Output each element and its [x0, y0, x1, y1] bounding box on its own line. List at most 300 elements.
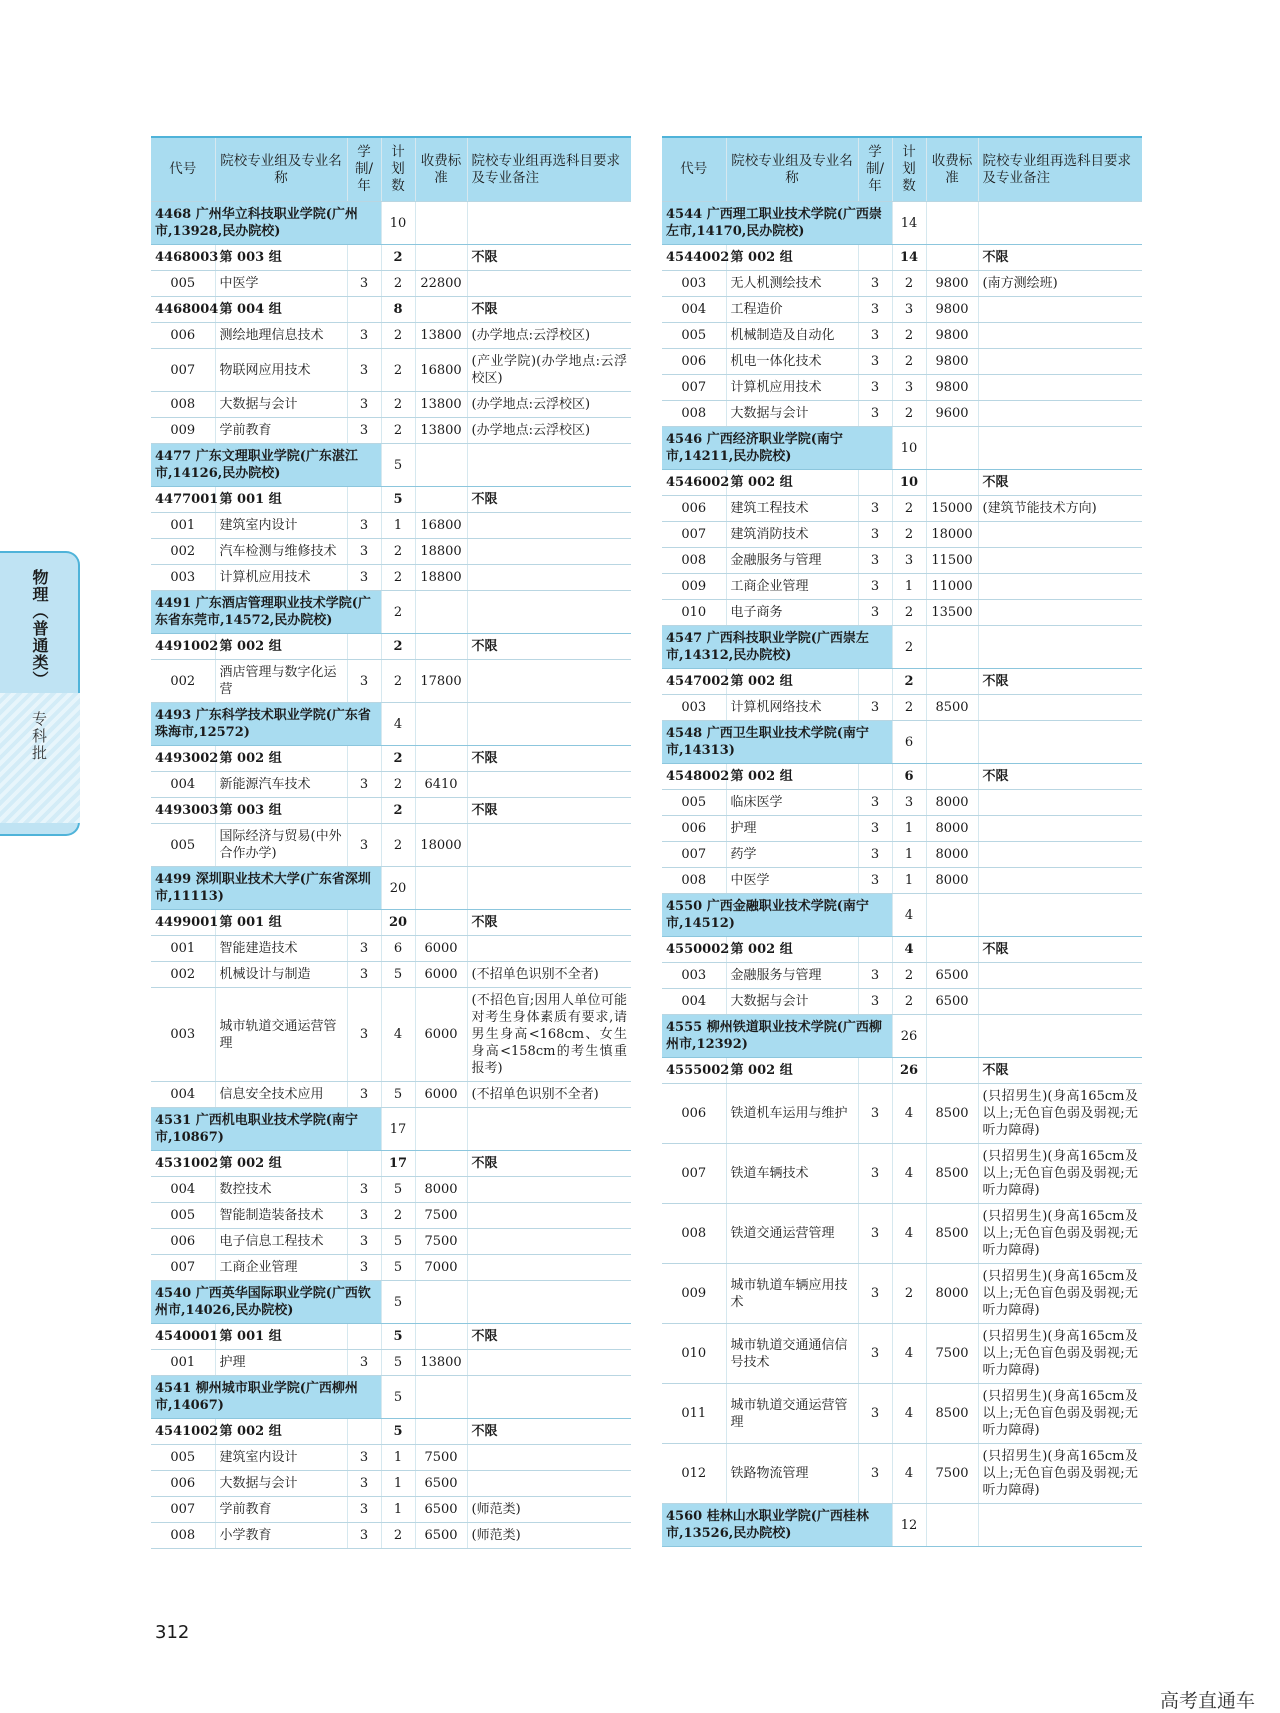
major-code: 007: [662, 842, 726, 868]
major-row: [151, 513, 631, 539]
major-length: 3: [347, 1229, 381, 1255]
major-length: 3: [858, 1444, 892, 1504]
major-name: 护理: [215, 1350, 347, 1376]
major-length: 3: [347, 513, 381, 539]
major-row: [151, 1177, 631, 1203]
major-length: 3: [347, 1445, 381, 1471]
major-fee: 9800: [926, 323, 978, 349]
major-name: 智能建造技术: [215, 936, 347, 962]
major-name: 中医学: [726, 868, 858, 894]
major-code: 004: [151, 1177, 215, 1203]
fee-cell: [415, 703, 467, 746]
right-table-body: [662, 202, 1142, 1547]
school-plan: 20: [381, 867, 415, 910]
major-length: 3: [347, 1255, 381, 1281]
fee-cell: [415, 591, 467, 634]
group-code: 4555002: [662, 1058, 726, 1084]
major-fee: 8000: [415, 1177, 467, 1203]
group-name: 第 003 组: [215, 245, 347, 271]
group-row: [151, 746, 631, 772]
major-code: 006: [151, 323, 215, 349]
major-code: 008: [151, 1523, 215, 1549]
group-code: 4531002: [151, 1151, 215, 1177]
header-note: 院校专业组再选科目要求及专业备注: [978, 137, 1142, 202]
school-plan: 5: [381, 1376, 415, 1419]
major-length: 3: [347, 1203, 381, 1229]
school-plan: 4: [892, 894, 926, 937]
major-plan: 2: [892, 695, 926, 721]
major-name: 机械设计与制造: [215, 962, 347, 988]
note-cell: [467, 202, 631, 245]
major-plan: 4: [892, 1084, 926, 1144]
major-row: [151, 1471, 631, 1497]
major-name: 计算机应用技术: [215, 565, 347, 591]
school-name: 4540 广西英华国际职业学院(广西钦州市,14026,民办院校): [151, 1281, 381, 1324]
group-row: [151, 1151, 631, 1177]
major-note: (不招色盲;因用人单位可能对考生身体素质有要求,请男生身高<168cm、女生身高<158cm的考生慎重报考): [467, 988, 631, 1082]
major-fee: 13500: [926, 600, 978, 626]
group-name: 第 002 组: [726, 764, 858, 790]
major-length: 3: [858, 842, 892, 868]
group-plan: 5: [381, 1324, 415, 1350]
major-note: [978, 816, 1142, 842]
major-code: 008: [662, 548, 726, 574]
group-plan: 2: [892, 669, 926, 695]
note-cell: [467, 1376, 631, 1419]
major-code: 001: [151, 1350, 215, 1376]
major-code: 005: [662, 323, 726, 349]
major-plan: 5: [381, 1177, 415, 1203]
group-name: 第 002 组: [726, 245, 858, 271]
school-plan: 5: [381, 1281, 415, 1324]
school-plan: 14: [892, 202, 926, 245]
length-cell: [347, 487, 381, 513]
fee-cell: [415, 1151, 467, 1177]
major-fee: 8000: [926, 1264, 978, 1324]
school-name: 4546 广西经济职业学院(南宁市,14211,民办院校): [662, 427, 892, 470]
major-plan: 1: [892, 842, 926, 868]
school-row: [662, 721, 1142, 764]
school-plan: 2: [381, 591, 415, 634]
major-code: 007: [662, 1144, 726, 1204]
major-fee: 9800: [926, 271, 978, 297]
major-length: 3: [858, 1264, 892, 1324]
major-name: 机电一体化技术: [726, 349, 858, 375]
fee-cell: [926, 937, 978, 963]
major-fee: 9800: [926, 349, 978, 375]
major-plan: 2: [381, 271, 415, 297]
major-row: [151, 323, 631, 349]
major-plan: 3: [892, 297, 926, 323]
fee-cell: [926, 894, 978, 937]
major-code: 001: [151, 513, 215, 539]
major-note: (办学地点:云浮校区): [467, 418, 631, 444]
fee-cell: [415, 634, 467, 660]
school-name: 4477 广东文理职业学院(广东湛江市,14126,民办院校): [151, 444, 381, 487]
group-code: 4547002: [662, 669, 726, 695]
major-length: 3: [347, 1471, 381, 1497]
right-table: [662, 136, 1142, 1547]
major-name: 药学: [726, 842, 858, 868]
fee-cell: [415, 1376, 467, 1419]
group-code: 4550002: [662, 937, 726, 963]
major-code: 001: [151, 936, 215, 962]
school-name: 4468 广州华立科技职业学院(广州市,13928,民办院校): [151, 202, 381, 245]
length-cell: [858, 245, 892, 271]
major-plan: 2: [892, 600, 926, 626]
major-fee: 17800: [415, 660, 467, 703]
major-row: [662, 323, 1142, 349]
major-note: [467, 1445, 631, 1471]
major-length: 3: [347, 1177, 381, 1203]
major-row: [151, 271, 631, 297]
major-length: 3: [858, 816, 892, 842]
major-plan: 4: [381, 988, 415, 1082]
note-cell: [978, 202, 1142, 245]
major-plan: 2: [892, 349, 926, 375]
major-note: [978, 600, 1142, 626]
major-note: (只招男生)(身高165cm及以上;无色盲色弱及弱视;无听力障碍): [978, 1204, 1142, 1264]
group-name: 第 002 组: [726, 937, 858, 963]
major-length: 3: [347, 824, 381, 867]
major-plan: 5: [381, 962, 415, 988]
major-length: 3: [858, 548, 892, 574]
group-note: 不限: [467, 487, 631, 513]
major-row: [662, 297, 1142, 323]
major-row: [151, 392, 631, 418]
major-note: [467, 565, 631, 591]
major-plan: 5: [381, 1082, 415, 1108]
major-note: (办学地点:云浮校区): [467, 323, 631, 349]
note-cell: [467, 1108, 631, 1151]
fee-cell: [415, 798, 467, 824]
group-plan: 2: [381, 798, 415, 824]
major-name: 学前教育: [215, 418, 347, 444]
major-plan: 4: [892, 1204, 926, 1264]
major-row: [662, 790, 1142, 816]
major-fee: 6000: [415, 962, 467, 988]
major-length: 3: [858, 375, 892, 401]
major-note: [467, 824, 631, 867]
group-row: [662, 764, 1142, 790]
major-code: 008: [151, 392, 215, 418]
major-code: 010: [662, 600, 726, 626]
major-code: 008: [662, 868, 726, 894]
major-length: 3: [347, 323, 381, 349]
note-cell: [467, 444, 631, 487]
major-length: 3: [858, 1324, 892, 1384]
major-code: 005: [151, 271, 215, 297]
fee-cell: [926, 245, 978, 271]
major-plan: 2: [892, 989, 926, 1015]
major-plan: 1: [381, 1497, 415, 1523]
major-length: 3: [858, 868, 892, 894]
left-table-body: [151, 202, 631, 1549]
school-name: 4541 柳州城市职业学院(广西柳州市,14067): [151, 1376, 381, 1419]
watermark: 高考直通车: [1160, 1690, 1256, 1712]
major-code: 009: [662, 1264, 726, 1324]
major-name: 城市轨道车辆应用技术: [726, 1264, 858, 1324]
major-note: [978, 842, 1142, 868]
major-length: 3: [858, 600, 892, 626]
major-plan: 4: [892, 1384, 926, 1444]
major-plan: 1: [381, 513, 415, 539]
major-code: 007: [151, 1255, 215, 1281]
major-row: [151, 349, 631, 392]
major-code: 006: [151, 1471, 215, 1497]
major-code: 006: [151, 1229, 215, 1255]
major-length: 3: [858, 323, 892, 349]
major-name: 数控技术: [215, 1177, 347, 1203]
major-length: 3: [347, 1497, 381, 1523]
fee-cell: [415, 867, 467, 910]
major-length: 3: [858, 1144, 892, 1204]
major-plan: 2: [892, 271, 926, 297]
major-fee: 8000: [926, 790, 978, 816]
major-name: 酒店管理与数字化运营: [215, 660, 347, 703]
major-row: [662, 375, 1142, 401]
major-plan: 5: [381, 1350, 415, 1376]
major-fee: 18800: [415, 539, 467, 565]
group-name: 第 002 组: [726, 470, 858, 496]
major-fee: 9800: [926, 297, 978, 323]
group-plan: 17: [381, 1151, 415, 1177]
fee-cell: [415, 1108, 467, 1151]
major-name: 建筑工程技术: [726, 496, 858, 522]
length-cell: [858, 1058, 892, 1084]
header-name: 院校专业组及专业名称: [726, 137, 858, 202]
major-fee: 6000: [415, 936, 467, 962]
note-cell: [978, 1504, 1142, 1547]
school-row: [662, 202, 1142, 245]
major-code: 004: [662, 989, 726, 1015]
group-note: 不限: [467, 1324, 631, 1350]
group-name: 第 002 组: [215, 634, 347, 660]
major-note: (建筑节能技术方向): [978, 496, 1142, 522]
major-note: [978, 297, 1142, 323]
length-cell: [347, 910, 381, 936]
fee-cell: [415, 910, 467, 936]
group-name: 第 001 组: [215, 910, 347, 936]
group-plan: 2: [381, 634, 415, 660]
major-name: 中医学: [215, 271, 347, 297]
major-plan: 2: [892, 323, 926, 349]
major-name: 城市轨道交通运营管理: [215, 988, 347, 1082]
major-row: [662, 1324, 1142, 1384]
major-row: [662, 816, 1142, 842]
note-cell: [978, 721, 1142, 764]
major-plan: 1: [892, 816, 926, 842]
major-fee: 22800: [415, 271, 467, 297]
major-name: 铁道机车运用与维护: [726, 1084, 858, 1144]
school-row: [662, 1504, 1142, 1547]
major-name: 大数据与会计: [215, 392, 347, 418]
major-fee: 6500: [415, 1471, 467, 1497]
major-code: 006: [662, 349, 726, 375]
group-code: 4544002: [662, 245, 726, 271]
major-note: [978, 349, 1142, 375]
major-row: [151, 962, 631, 988]
note-cell: [978, 1015, 1142, 1058]
group-note: 不限: [978, 470, 1142, 496]
major-row: [151, 418, 631, 444]
school-row: [151, 703, 631, 746]
fee-cell: [926, 427, 978, 470]
major-code: 004: [151, 772, 215, 798]
major-name: 电子商务: [726, 600, 858, 626]
major-fee: 13800: [415, 1350, 467, 1376]
major-name: 城市轨道交通通信信号技术: [726, 1324, 858, 1384]
major-note: (只招男生)(身高165cm及以上;无色盲色弱及弱视;无听力障碍): [978, 1384, 1142, 1444]
fee-cell: [415, 746, 467, 772]
major-fee: 8500: [926, 695, 978, 721]
major-code: 008: [662, 401, 726, 427]
major-fee: 18000: [415, 824, 467, 867]
header-code: 代号: [662, 137, 726, 202]
group-note: 不限: [467, 1419, 631, 1445]
major-code: 002: [151, 660, 215, 703]
school-name: 4491 广东酒店管理职业技术学院(广东省东莞市,14572,民办院校): [151, 591, 381, 634]
major-row: [662, 1444, 1142, 1504]
major-code: 011: [662, 1384, 726, 1444]
header-plan: 计划数: [892, 137, 926, 202]
major-fee: 9600: [926, 401, 978, 427]
major-name: 工商企业管理: [215, 1255, 347, 1281]
major-fee: 16800: [415, 349, 467, 392]
school-row: [662, 894, 1142, 937]
major-row: [151, 1203, 631, 1229]
side-tab-sub-panel: [0, 693, 80, 823]
length-cell: [347, 1151, 381, 1177]
group-name: 第 004 组: [215, 297, 347, 323]
major-note: [978, 574, 1142, 600]
major-plan: 2: [381, 660, 415, 703]
school-row: [151, 591, 631, 634]
major-name: 建筑消防技术: [726, 522, 858, 548]
major-note: (产业学院)(办学地点:云浮校区): [467, 349, 631, 392]
group-row: [662, 1058, 1142, 1084]
major-fee: 8000: [926, 816, 978, 842]
major-row: [662, 496, 1142, 522]
major-row: [151, 1497, 631, 1523]
school-name: 4531 广西机电职业技术学院(南宁市,10867): [151, 1108, 381, 1151]
major-plan: 2: [381, 824, 415, 867]
group-row: [151, 1324, 631, 1350]
school-plan: 17: [381, 1108, 415, 1151]
major-code: 009: [662, 574, 726, 600]
major-name: 智能制造装备技术: [215, 1203, 347, 1229]
major-note: (不招单色识别不全者): [467, 962, 631, 988]
major-fee: 7000: [415, 1255, 467, 1281]
major-row: [151, 1255, 631, 1281]
major-note: (只招男生)(身高165cm及以上;无色盲色弱及弱视;无听力障碍): [978, 1084, 1142, 1144]
major-name: 铁道车辆技术: [726, 1144, 858, 1204]
left-table: [151, 136, 631, 1549]
major-plan: 4: [892, 1444, 926, 1504]
major-code: 007: [151, 1497, 215, 1523]
group-plan: 2: [381, 746, 415, 772]
major-length: 3: [858, 522, 892, 548]
major-code: 003: [151, 565, 215, 591]
school-plan: 26: [892, 1015, 926, 1058]
group-row: [151, 634, 631, 660]
group-name: 第 001 组: [215, 487, 347, 513]
major-length: 3: [347, 962, 381, 988]
fee-cell: [415, 245, 467, 271]
major-name: 金融服务与管理: [726, 548, 858, 574]
major-row: [151, 824, 631, 867]
major-row: [151, 660, 631, 703]
school-plan: 6: [892, 721, 926, 764]
side-tab: [0, 551, 80, 836]
header-code: 代号: [151, 137, 215, 202]
length-cell: [347, 1419, 381, 1445]
major-row: [151, 1445, 631, 1471]
length-cell: [858, 764, 892, 790]
major-row: [151, 988, 631, 1082]
group-note: 不限: [467, 297, 631, 323]
major-plan: 5: [381, 1229, 415, 1255]
major-row: [662, 1084, 1142, 1144]
group-code: 4468003: [151, 245, 215, 271]
major-fee: 6000: [415, 988, 467, 1082]
major-plan: 2: [381, 418, 415, 444]
school-name: 4555 柳州铁道职业技术学院(广西柳州市,12392): [662, 1015, 892, 1058]
major-length: 3: [347, 271, 381, 297]
major-row: [151, 1229, 631, 1255]
major-plan: 1: [381, 1445, 415, 1471]
major-code: 007: [662, 375, 726, 401]
group-code: 4491002: [151, 634, 215, 660]
major-code: 008: [662, 1204, 726, 1264]
header-fee: 收费标准: [926, 137, 978, 202]
major-plan: 2: [892, 496, 926, 522]
major-name: 金融服务与管理: [726, 963, 858, 989]
major-name: 护理: [726, 816, 858, 842]
major-length: 3: [347, 936, 381, 962]
group-name: 第 001 组: [215, 1324, 347, 1350]
major-note: (师范类): [467, 1497, 631, 1523]
major-length: 3: [858, 349, 892, 375]
major-code: 007: [151, 349, 215, 392]
major-note: (师范类): [467, 1523, 631, 1549]
major-row: [662, 1204, 1142, 1264]
major-row: [662, 1264, 1142, 1324]
school-plan: 5: [381, 444, 415, 487]
school-name: 4547 广西科技职业学院(广西崇左市,14312,民办院校): [662, 626, 892, 669]
major-plan: 3: [892, 375, 926, 401]
major-code: 006: [662, 496, 726, 522]
fee-cell: [926, 669, 978, 695]
major-code: 005: [151, 1203, 215, 1229]
major-note: [467, 772, 631, 798]
major-fee: 8500: [926, 1384, 978, 1444]
page-number: 312: [155, 1622, 190, 1643]
school-row: [151, 1281, 631, 1324]
major-row: [151, 1523, 631, 1549]
major-name: 城市轨道交通运营管理: [726, 1384, 858, 1444]
group-plan: 10: [892, 470, 926, 496]
school-row: [662, 626, 1142, 669]
major-name: 工程造价: [726, 297, 858, 323]
group-note: 不限: [978, 764, 1142, 790]
group-row: [151, 798, 631, 824]
group-note: 不限: [978, 669, 1142, 695]
major-note: [467, 936, 631, 962]
right-column: [662, 136, 1142, 1547]
major-name: 无人机测绘技术: [726, 271, 858, 297]
major-row: [662, 1384, 1142, 1444]
